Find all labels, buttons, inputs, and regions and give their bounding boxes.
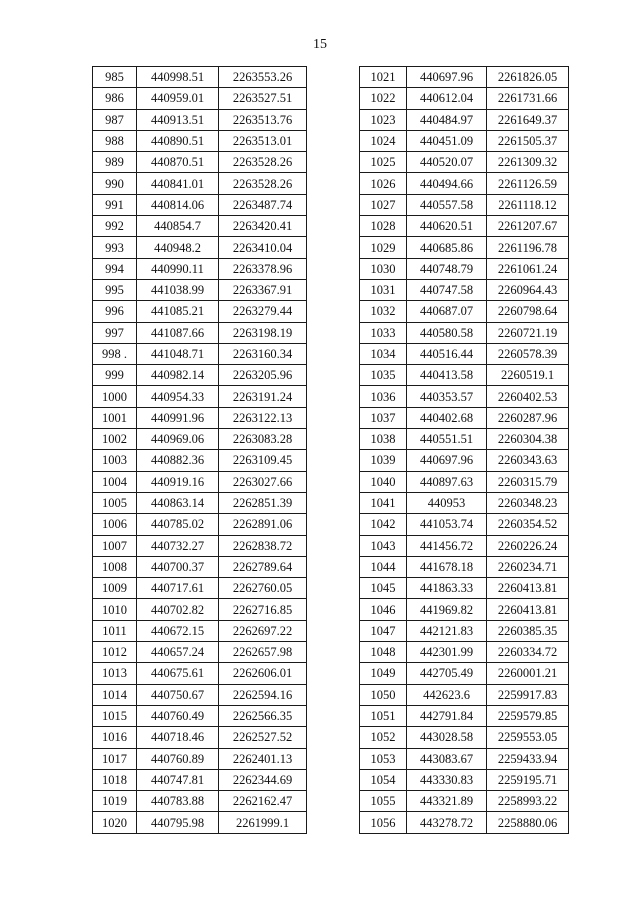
x-coordinate-cell: 440919.16 bbox=[137, 471, 219, 492]
point-number-cell: 999 bbox=[93, 365, 137, 386]
table-row bbox=[93, 237, 307, 258]
point-number-cell: 1014 bbox=[93, 684, 137, 705]
point-number-cell: 989 bbox=[93, 152, 137, 173]
table-row bbox=[360, 429, 569, 450]
x-coordinate-cell: 441456.72 bbox=[407, 535, 487, 556]
table-row bbox=[360, 216, 569, 237]
table-row bbox=[93, 812, 307, 833]
y-coordinate-cell: 2263109.45 bbox=[219, 450, 307, 471]
table-row bbox=[93, 152, 307, 173]
point-number-cell: 1004 bbox=[93, 471, 137, 492]
y-coordinate-cell: 2259433.94 bbox=[487, 748, 569, 769]
point-number-cell: 1031 bbox=[360, 279, 407, 300]
x-coordinate-cell: 440954.33 bbox=[137, 386, 219, 407]
point-number-cell: 1018 bbox=[93, 769, 137, 790]
table-row bbox=[93, 258, 307, 279]
table-row bbox=[93, 705, 307, 726]
table-row bbox=[360, 322, 569, 343]
x-coordinate-cell: 440494.66 bbox=[407, 173, 487, 194]
y-coordinate-cell: 2262566.35 bbox=[219, 705, 307, 726]
y-coordinate-cell: 2263027.66 bbox=[219, 471, 307, 492]
table-row bbox=[93, 173, 307, 194]
x-coordinate-cell: 440516.44 bbox=[407, 343, 487, 364]
x-coordinate-cell: 440748.79 bbox=[407, 258, 487, 279]
y-coordinate-cell: 2262760.05 bbox=[219, 578, 307, 599]
y-coordinate-cell: 2260343.63 bbox=[487, 450, 569, 471]
table-row bbox=[360, 642, 569, 663]
x-coordinate-cell: 440484.97 bbox=[407, 109, 487, 130]
x-coordinate-cell: 440991.96 bbox=[137, 407, 219, 428]
point-number-cell: 1002 bbox=[93, 429, 137, 450]
table-row bbox=[360, 194, 569, 215]
y-coordinate-cell: 2263528.26 bbox=[219, 173, 307, 194]
point-number-cell: 1038 bbox=[360, 429, 407, 450]
y-coordinate-cell: 2262891.06 bbox=[219, 514, 307, 535]
point-number-cell: 1049 bbox=[360, 663, 407, 684]
table-row bbox=[93, 684, 307, 705]
point-number-cell: 1007 bbox=[93, 535, 137, 556]
x-coordinate-cell: 440841.01 bbox=[137, 173, 219, 194]
x-coordinate-cell: 440620.51 bbox=[407, 216, 487, 237]
coordinates-table-left bbox=[92, 66, 307, 834]
x-coordinate-cell: 440795.98 bbox=[137, 812, 219, 833]
y-coordinate-cell: 2261649.37 bbox=[487, 109, 569, 130]
x-coordinate-cell: 442705.49 bbox=[407, 663, 487, 684]
point-number-cell: 1052 bbox=[360, 727, 407, 748]
table-row bbox=[93, 407, 307, 428]
point-number-cell: 1022 bbox=[360, 88, 407, 109]
point-number-cell: 1006 bbox=[93, 514, 137, 535]
x-coordinate-cell: 441048.71 bbox=[137, 343, 219, 364]
y-coordinate-cell: 2260721.19 bbox=[487, 322, 569, 343]
point-number-cell: 1040 bbox=[360, 471, 407, 492]
table-row bbox=[360, 705, 569, 726]
point-number-cell: 1005 bbox=[93, 492, 137, 513]
x-coordinate-cell: 440402.68 bbox=[407, 407, 487, 428]
x-coordinate-cell: 440717.61 bbox=[137, 578, 219, 599]
point-number-cell: 1013 bbox=[93, 663, 137, 684]
point-number-cell: 1044 bbox=[360, 556, 407, 577]
table-row bbox=[360, 769, 569, 790]
x-coordinate-cell: 443028.58 bbox=[407, 727, 487, 748]
point-number-cell: 998 . bbox=[93, 343, 137, 364]
point-number-cell: 1016 bbox=[93, 727, 137, 748]
point-number-cell: 1032 bbox=[360, 301, 407, 322]
point-number-cell: 990 bbox=[93, 173, 137, 194]
y-coordinate-cell: 2260798.64 bbox=[487, 301, 569, 322]
x-coordinate-cell: 440718.46 bbox=[137, 727, 219, 748]
y-coordinate-cell: 2259579.85 bbox=[487, 705, 569, 726]
point-number-cell: 993 bbox=[93, 237, 137, 258]
table-row bbox=[360, 812, 569, 833]
y-coordinate-cell: 2262344.69 bbox=[219, 769, 307, 790]
point-number-cell: 1048 bbox=[360, 642, 407, 663]
x-coordinate-cell: 441678.18 bbox=[407, 556, 487, 577]
y-coordinate-cell: 2263122.13 bbox=[219, 407, 307, 428]
y-coordinate-cell: 2261309.32 bbox=[487, 152, 569, 173]
point-number-cell: 1025 bbox=[360, 152, 407, 173]
x-coordinate-cell: 440675.61 bbox=[137, 663, 219, 684]
y-coordinate-cell: 2262401.13 bbox=[219, 748, 307, 769]
point-number-cell: 991 bbox=[93, 194, 137, 215]
table-row bbox=[360, 407, 569, 428]
x-coordinate-cell: 440863.14 bbox=[137, 492, 219, 513]
y-coordinate-cell: 2260385.35 bbox=[487, 620, 569, 641]
x-coordinate-cell: 440870.51 bbox=[137, 152, 219, 173]
x-coordinate-cell: 442301.99 bbox=[407, 642, 487, 663]
x-coordinate-cell: 443330.83 bbox=[407, 769, 487, 790]
point-number-cell: 1041 bbox=[360, 492, 407, 513]
table-row bbox=[93, 514, 307, 535]
x-coordinate-cell: 440998.51 bbox=[137, 67, 219, 88]
x-coordinate-cell: 442623.6 bbox=[407, 684, 487, 705]
point-number-cell: 1028 bbox=[360, 216, 407, 237]
y-coordinate-cell: 2259553.05 bbox=[487, 727, 569, 748]
y-coordinate-cell: 2261126.59 bbox=[487, 173, 569, 194]
x-coordinate-cell: 440750.67 bbox=[137, 684, 219, 705]
point-number-cell: 992 bbox=[93, 216, 137, 237]
point-number-cell: 1023 bbox=[360, 109, 407, 130]
table-row bbox=[93, 620, 307, 641]
point-number-cell: 1037 bbox=[360, 407, 407, 428]
point-number-cell: 1029 bbox=[360, 237, 407, 258]
y-coordinate-cell: 2261826.05 bbox=[487, 67, 569, 88]
x-coordinate-cell: 440760.49 bbox=[137, 705, 219, 726]
point-number-cell: 1050 bbox=[360, 684, 407, 705]
table-row bbox=[360, 514, 569, 535]
table-row bbox=[93, 663, 307, 684]
point-number-cell: 1011 bbox=[93, 620, 137, 641]
table-row bbox=[93, 578, 307, 599]
x-coordinate-cell: 440747.58 bbox=[407, 279, 487, 300]
y-coordinate-cell: 2263513.76 bbox=[219, 109, 307, 130]
x-coordinate-cell: 440672.15 bbox=[137, 620, 219, 641]
point-number-cell: 1033 bbox=[360, 322, 407, 343]
x-coordinate-cell: 441087.66 bbox=[137, 322, 219, 343]
point-number-cell: 997 bbox=[93, 322, 137, 343]
table-row bbox=[360, 748, 569, 769]
y-coordinate-cell: 2260315.79 bbox=[487, 471, 569, 492]
x-coordinate-cell: 440897.63 bbox=[407, 471, 487, 492]
table-row bbox=[360, 578, 569, 599]
y-coordinate-cell: 2260334.72 bbox=[487, 642, 569, 663]
point-number-cell: 1000 bbox=[93, 386, 137, 407]
x-coordinate-cell: 440413.58 bbox=[407, 365, 487, 386]
point-number-cell: 1020 bbox=[93, 812, 137, 833]
point-number-cell: 987 bbox=[93, 109, 137, 130]
point-number-cell: 1036 bbox=[360, 386, 407, 407]
table-row bbox=[360, 237, 569, 258]
x-coordinate-cell: 440814.06 bbox=[137, 194, 219, 215]
y-coordinate-cell: 2263205.96 bbox=[219, 365, 307, 386]
table-row bbox=[93, 301, 307, 322]
point-number-cell: 1045 bbox=[360, 578, 407, 599]
y-coordinate-cell: 2261196.78 bbox=[487, 237, 569, 258]
table-row bbox=[360, 173, 569, 194]
x-coordinate-cell: 440760.89 bbox=[137, 748, 219, 769]
y-coordinate-cell: 2261505.37 bbox=[487, 130, 569, 151]
point-number-cell: 986 bbox=[93, 88, 137, 109]
y-coordinate-cell: 2260287.96 bbox=[487, 407, 569, 428]
table-row bbox=[93, 535, 307, 556]
y-coordinate-cell: 2258880.06 bbox=[487, 812, 569, 833]
y-coordinate-cell: 2263513.01 bbox=[219, 130, 307, 151]
table-row bbox=[93, 556, 307, 577]
coordinates-table-right bbox=[359, 66, 569, 834]
x-coordinate-cell: 440353.57 bbox=[407, 386, 487, 407]
table-row bbox=[93, 429, 307, 450]
x-coordinate-cell: 440990.11 bbox=[137, 258, 219, 279]
page-number: 15 bbox=[313, 37, 327, 52]
point-number-cell: 1003 bbox=[93, 450, 137, 471]
y-coordinate-cell: 2259195.71 bbox=[487, 769, 569, 790]
point-number-cell: 1056 bbox=[360, 812, 407, 833]
table-row bbox=[93, 386, 307, 407]
table-row bbox=[93, 727, 307, 748]
y-coordinate-cell: 2263378.96 bbox=[219, 258, 307, 279]
x-coordinate-cell: 442121.83 bbox=[407, 620, 487, 641]
table-row bbox=[93, 450, 307, 471]
point-number-cell: 1047 bbox=[360, 620, 407, 641]
table-row bbox=[93, 322, 307, 343]
point-number-cell: 1054 bbox=[360, 769, 407, 790]
table-row bbox=[93, 194, 307, 215]
x-coordinate-cell: 440551.51 bbox=[407, 429, 487, 450]
x-coordinate-cell: 441969.82 bbox=[407, 599, 487, 620]
table-row bbox=[93, 88, 307, 109]
table-row bbox=[93, 642, 307, 663]
table-row bbox=[360, 535, 569, 556]
x-coordinate-cell: 443278.72 bbox=[407, 812, 487, 833]
x-coordinate-cell: 440702.82 bbox=[137, 599, 219, 620]
table-row bbox=[360, 450, 569, 471]
table-row bbox=[360, 109, 569, 130]
table-row bbox=[93, 748, 307, 769]
table-row bbox=[93, 67, 307, 88]
y-coordinate-cell: 2261118.12 bbox=[487, 194, 569, 215]
point-number-cell: 1053 bbox=[360, 748, 407, 769]
table-row bbox=[360, 556, 569, 577]
table-row bbox=[93, 343, 307, 364]
y-coordinate-cell: 2260226.24 bbox=[487, 535, 569, 556]
y-coordinate-cell: 2263198.19 bbox=[219, 322, 307, 343]
y-coordinate-cell: 2263191.24 bbox=[219, 386, 307, 407]
y-coordinate-cell: 2262851.39 bbox=[219, 492, 307, 513]
table-row bbox=[93, 130, 307, 151]
table-row bbox=[360, 663, 569, 684]
x-coordinate-cell: 441085.21 bbox=[137, 301, 219, 322]
y-coordinate-cell: 2260354.52 bbox=[487, 514, 569, 535]
table-row bbox=[360, 791, 569, 812]
y-coordinate-cell: 2260413.81 bbox=[487, 578, 569, 599]
table-row bbox=[93, 216, 307, 237]
x-coordinate-cell: 440982.14 bbox=[137, 365, 219, 386]
table-row bbox=[360, 130, 569, 151]
y-coordinate-cell: 2262606.01 bbox=[219, 663, 307, 684]
y-coordinate-cell: 2260304.38 bbox=[487, 429, 569, 450]
y-coordinate-cell: 2260519.1 bbox=[487, 365, 569, 386]
point-number-cell: 994 bbox=[93, 258, 137, 279]
y-coordinate-cell: 2261999.1 bbox=[219, 812, 307, 833]
y-coordinate-cell: 2263160.34 bbox=[219, 343, 307, 364]
table-row bbox=[93, 599, 307, 620]
x-coordinate-cell: 440580.58 bbox=[407, 322, 487, 343]
table-row bbox=[93, 471, 307, 492]
y-coordinate-cell: 2263410.04 bbox=[219, 237, 307, 258]
point-number-cell: 1034 bbox=[360, 343, 407, 364]
x-coordinate-cell: 440732.27 bbox=[137, 535, 219, 556]
table-row bbox=[360, 258, 569, 279]
x-coordinate-cell: 440685.86 bbox=[407, 237, 487, 258]
x-coordinate-cell: 440948.2 bbox=[137, 237, 219, 258]
y-coordinate-cell: 2258993.22 bbox=[487, 791, 569, 812]
x-coordinate-cell: 440783.88 bbox=[137, 791, 219, 812]
y-coordinate-cell: 2262838.72 bbox=[219, 535, 307, 556]
x-coordinate-cell: 440747.81 bbox=[137, 769, 219, 790]
point-number-cell: 1026 bbox=[360, 173, 407, 194]
table-row bbox=[360, 727, 569, 748]
y-coordinate-cell: 2260402.53 bbox=[487, 386, 569, 407]
x-coordinate-cell: 443321.89 bbox=[407, 791, 487, 812]
x-coordinate-cell: 440697.96 bbox=[407, 450, 487, 471]
x-coordinate-cell: 440785.02 bbox=[137, 514, 219, 535]
table-row bbox=[360, 67, 569, 88]
y-coordinate-cell: 2262162.47 bbox=[219, 791, 307, 812]
y-coordinate-cell: 2263553.26 bbox=[219, 67, 307, 88]
y-coordinate-cell: 2261061.24 bbox=[487, 258, 569, 279]
x-coordinate-cell: 440882.36 bbox=[137, 450, 219, 471]
point-number-cell: 1010 bbox=[93, 599, 137, 620]
point-number-cell: 1017 bbox=[93, 748, 137, 769]
x-coordinate-cell: 440697.96 bbox=[407, 67, 487, 88]
point-number-cell: 1012 bbox=[93, 642, 137, 663]
x-coordinate-cell: 440657.24 bbox=[137, 642, 219, 663]
point-number-cell: 1008 bbox=[93, 556, 137, 577]
point-number-cell: 1051 bbox=[360, 705, 407, 726]
point-number-cell: 1001 bbox=[93, 407, 137, 428]
y-coordinate-cell: 2260001.21 bbox=[487, 663, 569, 684]
y-coordinate-cell: 2260413.81 bbox=[487, 599, 569, 620]
x-coordinate-cell: 440520.07 bbox=[407, 152, 487, 173]
point-number-cell: 1055 bbox=[360, 791, 407, 812]
x-coordinate-cell: 440700.37 bbox=[137, 556, 219, 577]
point-number-cell: 1019 bbox=[93, 791, 137, 812]
x-coordinate-cell: 441038.99 bbox=[137, 279, 219, 300]
y-coordinate-cell: 2263083.28 bbox=[219, 429, 307, 450]
x-coordinate-cell: 442791.84 bbox=[407, 705, 487, 726]
y-coordinate-cell: 2262789.64 bbox=[219, 556, 307, 577]
table-row bbox=[360, 492, 569, 513]
x-coordinate-cell: 440890.51 bbox=[137, 130, 219, 151]
point-number-cell: 1015 bbox=[93, 705, 137, 726]
table-row bbox=[93, 791, 307, 812]
y-coordinate-cell: 2262657.98 bbox=[219, 642, 307, 663]
table-row bbox=[360, 301, 569, 322]
x-coordinate-cell: 440959.01 bbox=[137, 88, 219, 109]
y-coordinate-cell: 2262527.52 bbox=[219, 727, 307, 748]
table-row bbox=[360, 365, 569, 386]
y-coordinate-cell: 2262697.22 bbox=[219, 620, 307, 641]
point-number-cell: 985 bbox=[93, 67, 137, 88]
x-coordinate-cell: 440687.07 bbox=[407, 301, 487, 322]
table-row bbox=[360, 471, 569, 492]
x-coordinate-cell: 443083.67 bbox=[407, 748, 487, 769]
y-coordinate-cell: 2262716.85 bbox=[219, 599, 307, 620]
table-row bbox=[360, 343, 569, 364]
table-row bbox=[93, 492, 307, 513]
y-coordinate-cell: 2263528.26 bbox=[219, 152, 307, 173]
y-coordinate-cell: 2259917.83 bbox=[487, 684, 569, 705]
point-number-cell: 1035 bbox=[360, 365, 407, 386]
x-coordinate-cell: 440612.04 bbox=[407, 88, 487, 109]
table-row bbox=[93, 109, 307, 130]
y-coordinate-cell: 2261207.67 bbox=[487, 216, 569, 237]
table-row bbox=[360, 279, 569, 300]
point-number-cell: 1027 bbox=[360, 194, 407, 215]
x-coordinate-cell: 440953 bbox=[407, 492, 487, 513]
x-coordinate-cell: 440854.7 bbox=[137, 216, 219, 237]
y-coordinate-cell: 2261731.66 bbox=[487, 88, 569, 109]
table-row bbox=[360, 386, 569, 407]
x-coordinate-cell: 440969.06 bbox=[137, 429, 219, 450]
point-number-cell: 1009 bbox=[93, 578, 137, 599]
table-row bbox=[360, 152, 569, 173]
y-coordinate-cell: 2263487.74 bbox=[219, 194, 307, 215]
y-coordinate-cell: 2262594.16 bbox=[219, 684, 307, 705]
point-number-cell: 1024 bbox=[360, 130, 407, 151]
y-coordinate-cell: 2263527.51 bbox=[219, 88, 307, 109]
point-number-cell: 1039 bbox=[360, 450, 407, 471]
x-coordinate-cell: 441863.33 bbox=[407, 578, 487, 599]
point-number-cell: 1030 bbox=[360, 258, 407, 279]
y-coordinate-cell: 2260348.23 bbox=[487, 492, 569, 513]
x-coordinate-cell: 441053.74 bbox=[407, 514, 487, 535]
x-coordinate-cell: 440913.51 bbox=[137, 109, 219, 130]
x-coordinate-cell: 440557.58 bbox=[407, 194, 487, 215]
point-number-cell: 1042 bbox=[360, 514, 407, 535]
point-number-cell: 996 bbox=[93, 301, 137, 322]
point-number-cell: 995 bbox=[93, 279, 137, 300]
table-row bbox=[360, 88, 569, 109]
table-row bbox=[93, 365, 307, 386]
table-row bbox=[360, 620, 569, 641]
table-row bbox=[360, 684, 569, 705]
y-coordinate-cell: 2263367.91 bbox=[219, 279, 307, 300]
table-row bbox=[93, 769, 307, 790]
point-number-cell: 988 bbox=[93, 130, 137, 151]
y-coordinate-cell: 2260234.71 bbox=[487, 556, 569, 577]
x-coordinate-cell: 440451.09 bbox=[407, 130, 487, 151]
point-number-cell: 1043 bbox=[360, 535, 407, 556]
point-number-cell: 1046 bbox=[360, 599, 407, 620]
y-coordinate-cell: 2263420.41 bbox=[219, 216, 307, 237]
y-coordinate-cell: 2263279.44 bbox=[219, 301, 307, 322]
table-row bbox=[93, 279, 307, 300]
y-coordinate-cell: 2260578.39 bbox=[487, 343, 569, 364]
y-coordinate-cell: 2260964.43 bbox=[487, 279, 569, 300]
table-row bbox=[360, 599, 569, 620]
point-number-cell: 1021 bbox=[360, 67, 407, 88]
